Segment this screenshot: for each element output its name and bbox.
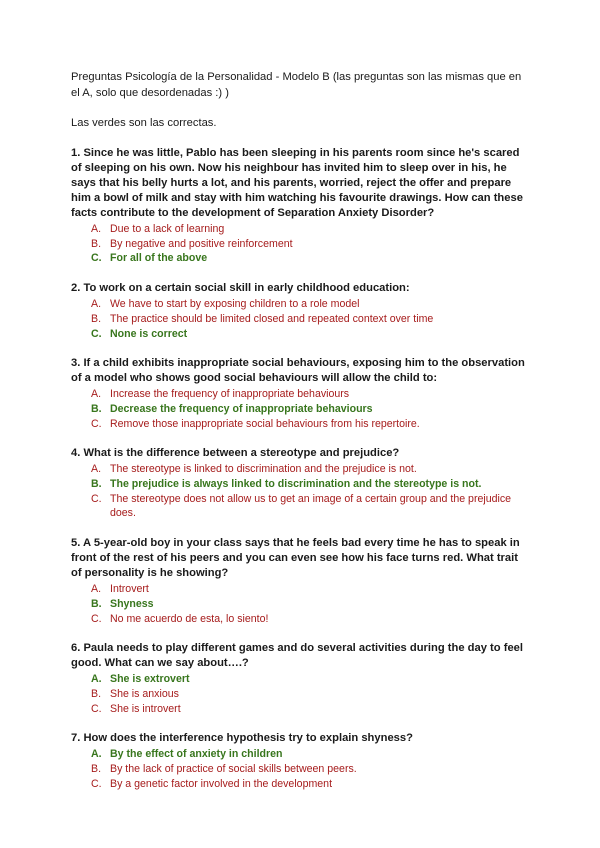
option-text: By the effect of anxiety in children xyxy=(110,748,283,761)
option-letter: A. xyxy=(91,748,102,761)
option-letter: C. xyxy=(91,252,102,265)
question-number: 3. xyxy=(71,357,81,370)
question-text xyxy=(71,731,531,746)
option-text: The stereotype is linked to discrimination and the prejudice is not. xyxy=(110,463,417,476)
option-text: None is correct xyxy=(110,327,188,340)
question-body: To work on a certain social skill in early childhood education: xyxy=(83,282,410,295)
option-letter: B. xyxy=(91,312,102,325)
option-letter: C. xyxy=(91,612,102,625)
option-letter: B. xyxy=(91,237,102,250)
option-text: Increase the frequency of inappropriate behaviours xyxy=(110,388,350,401)
question-text xyxy=(71,356,531,386)
option-text: By the lack of practice of social skills between peers. xyxy=(110,763,357,776)
document-page xyxy=(71,69,531,806)
option-text: By negative and positive reinforcement xyxy=(110,237,293,250)
option-letter: A. xyxy=(91,673,102,686)
legend-note: Las verdes son las correctas. xyxy=(71,117,217,129)
option-text: Due to a lack of learning xyxy=(110,223,225,235)
option-text: She is introvert xyxy=(110,702,181,715)
question-text xyxy=(71,146,531,221)
question-body: How does the interference hypothesis try to explain shyness? xyxy=(83,732,413,745)
question-body: What is the difference between a stereotype and prejudice? xyxy=(83,447,400,460)
answer-option xyxy=(71,417,531,432)
option-text: No me acuerdo de esta, lo siento! xyxy=(110,612,269,625)
answer-option-correct xyxy=(71,747,531,762)
option-letter: A. xyxy=(91,463,102,476)
option-text: By a genetic factor involved in the development xyxy=(110,777,333,790)
question-list xyxy=(71,146,531,791)
answer-option-correct xyxy=(71,327,531,342)
option-text: She is extrovert xyxy=(110,673,190,686)
question-number: 7. xyxy=(71,732,81,745)
answer-option xyxy=(71,687,531,702)
answer-option-correct xyxy=(71,402,531,417)
answer-option xyxy=(71,222,531,237)
option-letter: C. xyxy=(91,702,102,715)
question-number: 4. xyxy=(71,447,81,460)
question-number: 6. xyxy=(71,642,81,655)
question-6 xyxy=(71,641,531,716)
answer-options xyxy=(71,747,531,791)
option-text: Shyness xyxy=(110,597,154,610)
question-3 xyxy=(71,356,531,431)
option-letter: A. xyxy=(91,388,102,401)
answer-option-correct xyxy=(71,251,531,266)
answer-option xyxy=(71,312,531,327)
question-body: Since he was little, Pablo has been sleeping in his parents room since he's scared of sleeping on his own. Now his neighbour has invited him to sleep over in his, he says that his belly hurts a lot, and his parents, worried, reject the offer and prepare him a bowl of milk and stay with him watching his favourite drawings. How can these facts contribute to the development of Separation Anxiety Disorder? xyxy=(71,147,523,219)
question-body: A 5-year-old boy in your class says that he feels bad every time he has to speak in front of the rest of his peers and you can even see how his face turns red. What trait of personality is he showing? xyxy=(71,537,520,580)
question-1 xyxy=(71,146,531,266)
answer-option xyxy=(71,492,531,521)
answer-option xyxy=(71,297,531,312)
answer-option-correct xyxy=(71,597,531,612)
option-letter: C. xyxy=(91,777,102,790)
option-text: Decrease the frequency of inappropriate behaviours xyxy=(110,402,373,415)
option-letter: C. xyxy=(91,417,102,430)
option-letter: A. xyxy=(91,223,102,235)
question-number: 5. xyxy=(71,537,81,550)
answer-options xyxy=(71,222,531,266)
question-4 xyxy=(71,446,531,521)
answer-options xyxy=(71,462,531,521)
answer-option xyxy=(71,702,531,717)
question-number: 2. xyxy=(71,282,81,295)
option-letter: B. xyxy=(91,687,102,700)
question-text xyxy=(71,446,531,461)
answer-option xyxy=(71,762,531,777)
option-text: Introvert xyxy=(110,583,149,596)
option-letter: C. xyxy=(91,327,102,340)
answer-options xyxy=(71,387,531,431)
answer-option xyxy=(71,462,531,477)
option-text: Remove those inappropriate social behaviours from his repertoire. xyxy=(110,417,420,430)
intro-text: Preguntas Psicología de la Personalidad - Modelo B (las preguntas son las mismas que en el A, solo que desordenadas :) ) xyxy=(71,71,522,99)
answer-option xyxy=(71,582,531,597)
question-text xyxy=(71,281,531,296)
option-text: She is anxious xyxy=(110,687,179,700)
option-text: The prejudice is always linked to discrimination and the stereotype is not. xyxy=(110,478,482,491)
answer-option xyxy=(71,777,531,792)
question-text xyxy=(71,536,531,581)
question-7 xyxy=(71,731,531,791)
answer-options xyxy=(71,582,531,626)
option-letter: B. xyxy=(91,597,102,610)
option-letter: B. xyxy=(91,763,102,776)
question-number: 1. xyxy=(71,147,81,159)
option-text: The practice should be limited closed and repeated context over time xyxy=(110,312,434,325)
question-body: Paula needs to play different games and do several activities during the day to feel good. What can we say about….? xyxy=(71,642,523,670)
option-letter: C. xyxy=(91,492,102,505)
question-body: If a child exhibits inappropriate social behaviours, exposing him to the observation of a model who shows good social behaviours will allow the child to: xyxy=(71,357,525,385)
option-text: The stereotype does not allow us to get an image of a certain group and the prejudice does. xyxy=(110,492,512,520)
answer-options xyxy=(71,297,531,341)
question-2 xyxy=(71,281,531,341)
question-5 xyxy=(71,536,531,626)
option-letter: B. xyxy=(91,402,102,415)
option-letter: A. xyxy=(91,583,102,596)
option-text: For all of the above xyxy=(110,252,208,265)
question-text xyxy=(71,641,531,671)
option-letter: A. xyxy=(91,298,102,311)
option-text: We have to start by exposing children to a role model xyxy=(110,298,360,311)
answer-option xyxy=(71,612,531,627)
answer-option xyxy=(71,387,531,402)
answer-option xyxy=(71,237,531,252)
answer-option-correct xyxy=(71,672,531,687)
option-letter: B. xyxy=(91,478,102,491)
answer-option-correct xyxy=(71,477,531,492)
answer-options xyxy=(71,672,531,716)
